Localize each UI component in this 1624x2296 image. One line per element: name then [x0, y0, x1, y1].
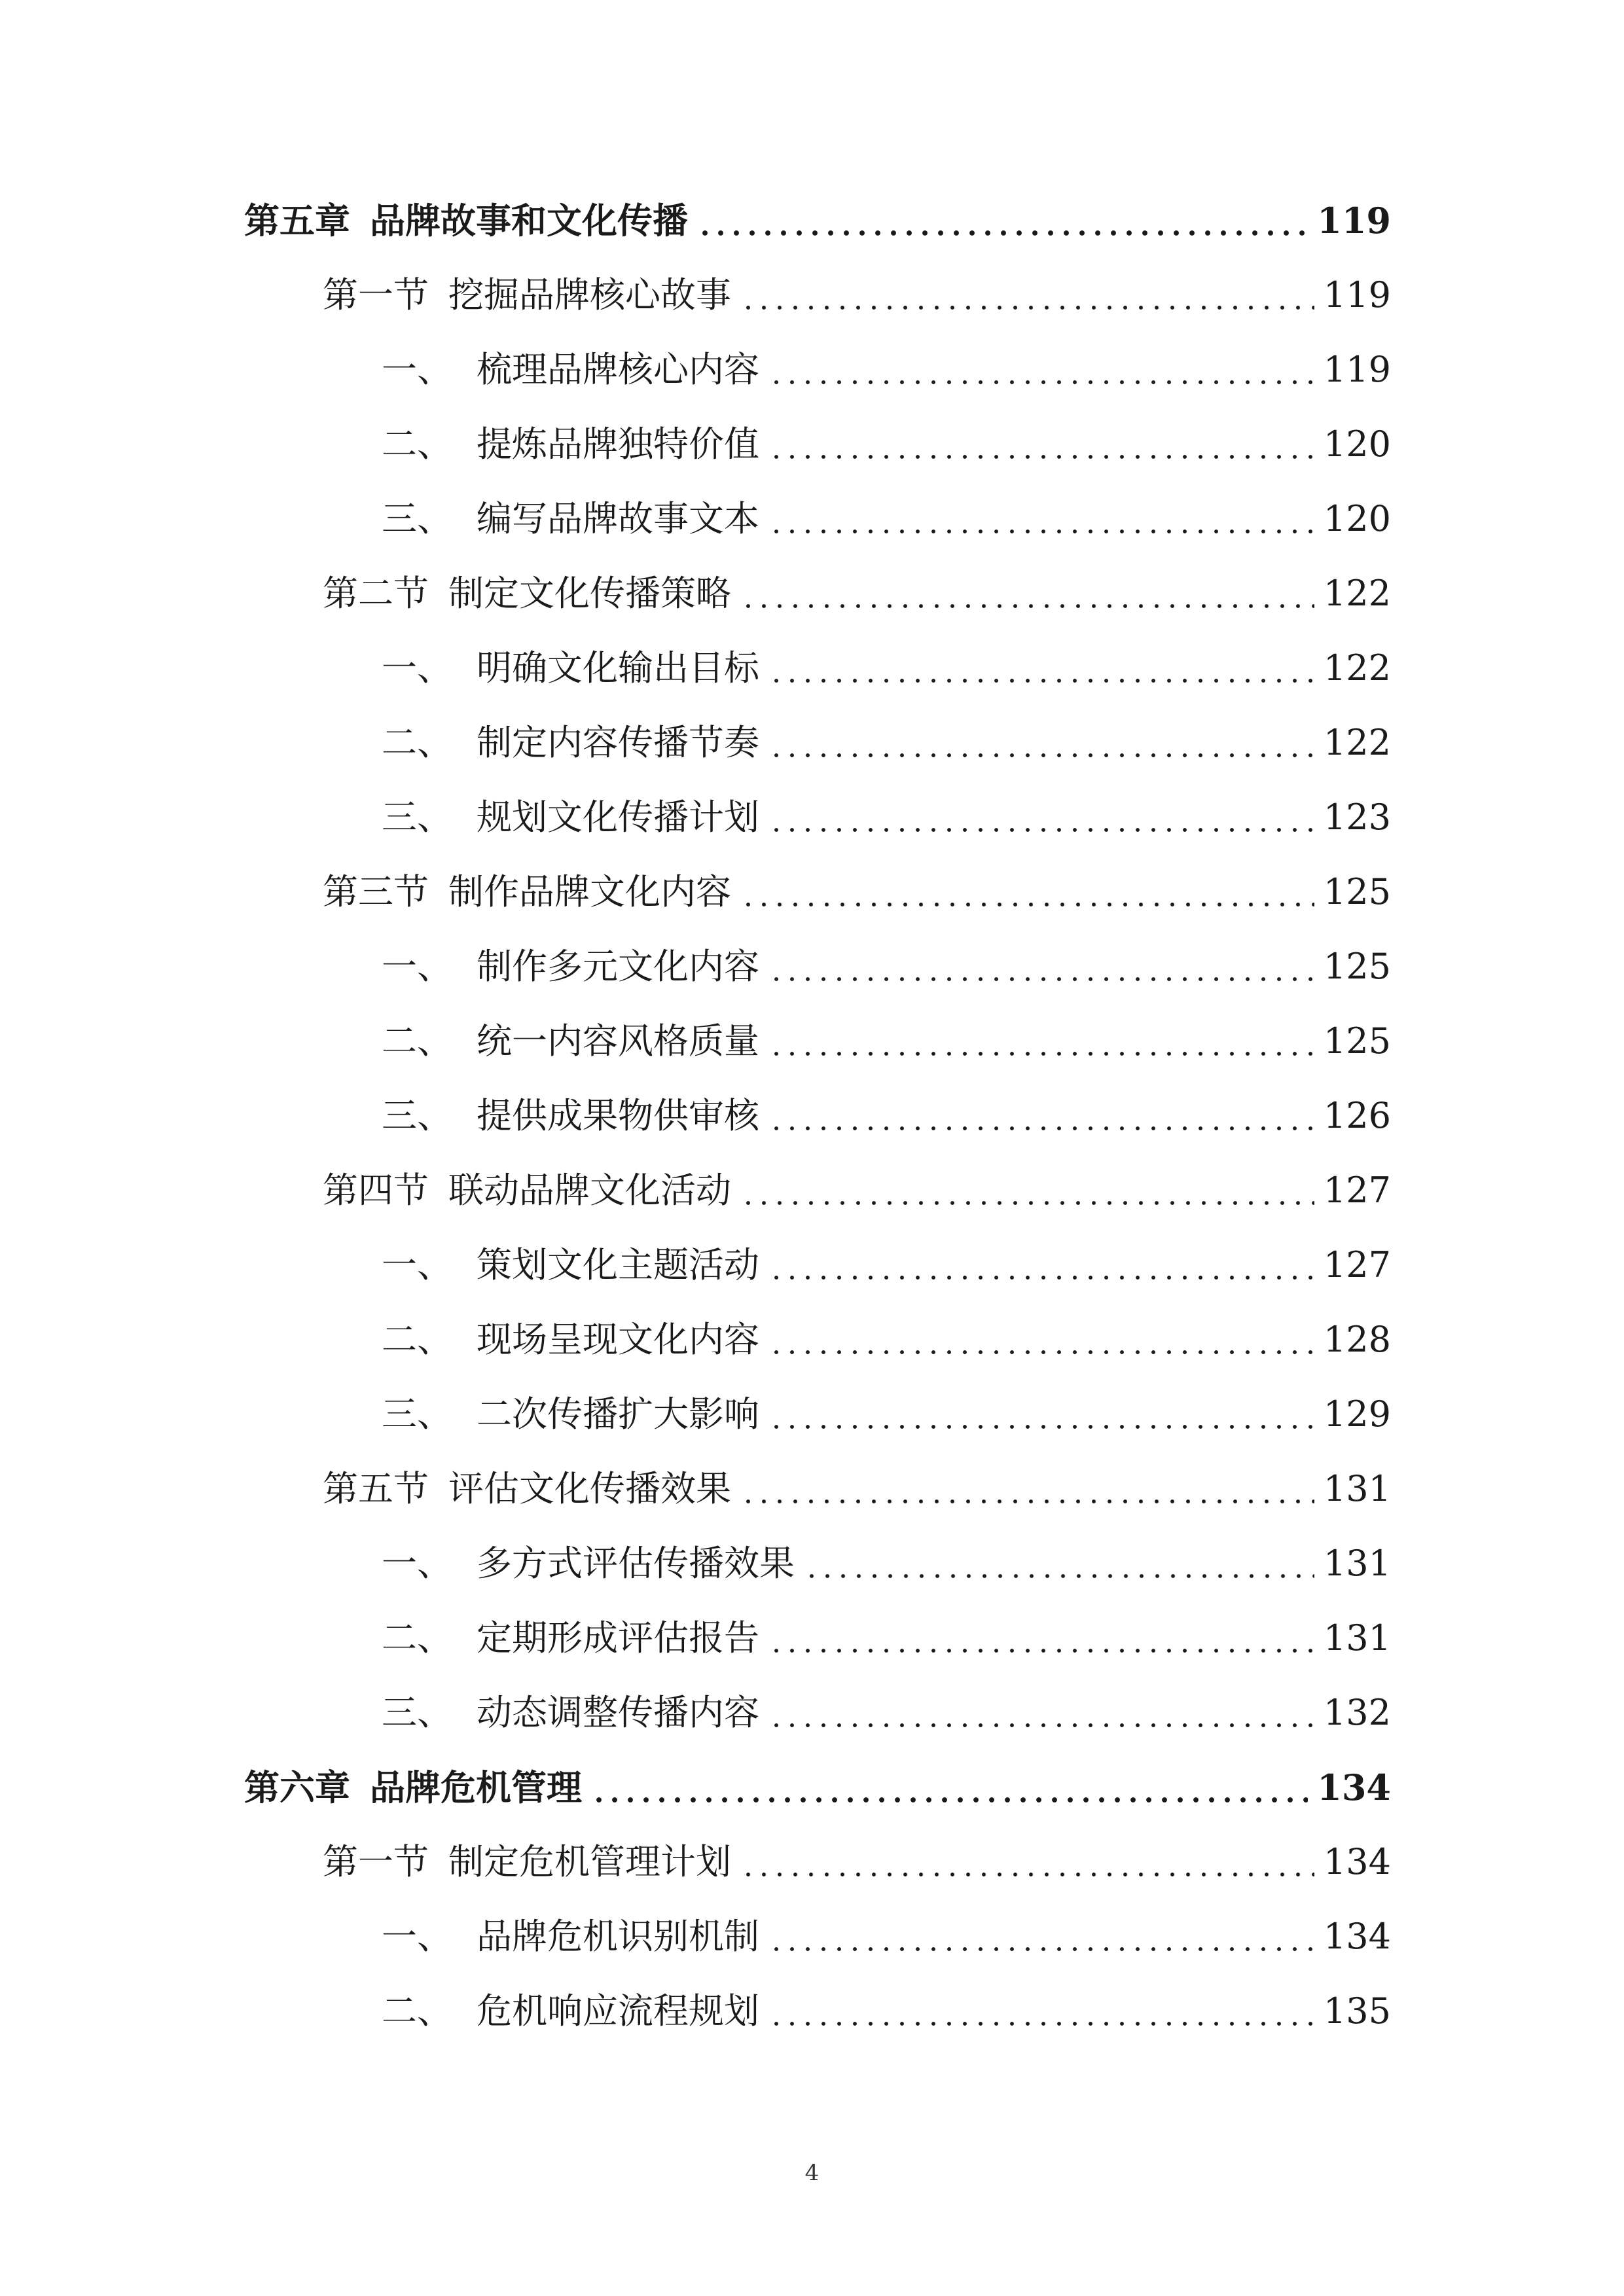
dot-leader	[768, 1994, 1314, 2029]
toc-entry-title: 制定内容传播节奏	[477, 722, 759, 763]
toc-entry-item[interactable]	[244, 1676, 1391, 1750]
toc-entry-page: 122	[1323, 573, 1391, 614]
toc-entry-title: 挖掘品牌核心故事	[448, 274, 731, 315]
toc-entry-number: 二、	[382, 423, 452, 465]
toc-entry-title: 梳理品牌核心内容	[477, 349, 759, 390]
toc-entry-number: 第四节	[323, 1170, 429, 1211]
toc-entry-title: 明确文化输出目标	[477, 647, 759, 689]
toc-entry-page: 119	[1323, 349, 1391, 390]
toc-entry-page: 132	[1323, 1692, 1391, 1733]
toc-entry-item[interactable]	[244, 332, 1391, 407]
toc-entry-page: 134	[1317, 1767, 1391, 1808]
toc-entry-page: 134	[1323, 1841, 1391, 1882]
toc-entry-section[interactable]	[244, 1452, 1391, 1526]
dot-leader	[768, 427, 1314, 462]
toc-entry-page: 120	[1323, 423, 1391, 465]
toc-entry-title: 制定文化传播策略	[448, 573, 731, 614]
table-of-contents	[244, 183, 1391, 2049]
toc-entry-title: 品牌故事和文化传播	[370, 200, 688, 242]
dot-leader	[591, 1770, 1308, 1805]
toc-entry-title: 危机响应流程规划	[477, 1990, 759, 2032]
toc-entry-title: 评估文化传播效果	[448, 1468, 731, 1509]
dot-leader	[768, 1322, 1314, 1357]
dot-leader	[740, 1844, 1314, 1880]
toc-entry-number: 一、	[382, 349, 452, 390]
dot-leader	[768, 1397, 1314, 1432]
toc-entry-section[interactable]	[244, 1825, 1391, 1899]
toc-entry-section[interactable]	[244, 1153, 1391, 1228]
toc-entry-page: 127	[1323, 1244, 1391, 1285]
toc-entry-title: 制定危机管理计划	[448, 1841, 731, 1882]
toc-entry-number: 第二节	[323, 573, 429, 614]
toc-entry-page: 134	[1323, 1916, 1391, 1957]
toc-entry-number: 第一节	[323, 1841, 429, 1882]
page-number: 4	[804, 2160, 820, 2186]
toc-entry-section[interactable]	[244, 556, 1391, 631]
toc-entry-number: 第五章	[244, 200, 350, 242]
toc-entry-number: 一、	[382, 1543, 452, 1584]
dot-leader	[768, 1621, 1314, 1656]
dot-leader	[768, 501, 1314, 537]
toc-entry-number: 第六章	[244, 1767, 350, 1808]
toc-entry-number: 二、	[382, 1319, 452, 1360]
toc-entry-item[interactable]	[244, 407, 1391, 482]
toc-entry-item[interactable]	[244, 1377, 1391, 1452]
dot-leader	[740, 1471, 1314, 1507]
toc-entry-page: 119	[1323, 274, 1391, 315]
toc-entry-item[interactable]	[244, 706, 1391, 780]
toc-entry-title: 编写品牌故事文本	[477, 498, 759, 539]
toc-entry-page: 125	[1323, 1020, 1391, 1062]
toc-entry-number: 二、	[382, 1990, 452, 2032]
dot-leader	[768, 725, 1314, 761]
toc-entry-item[interactable]	[244, 1601, 1391, 1676]
toc-entry-item[interactable]	[244, 1526, 1391, 1601]
toc-entry-number: 二、	[382, 1020, 452, 1062]
toc-entry-section[interactable]	[244, 855, 1391, 929]
toc-entry-item[interactable]	[244, 482, 1391, 556]
toc-entry-page: 131	[1323, 1617, 1391, 1659]
toc-entry-item[interactable]	[244, 1004, 1391, 1079]
toc-entry-page: 131	[1323, 1543, 1391, 1584]
dot-leader	[768, 1098, 1314, 1134]
toc-entry-title: 规划文化传播计划	[477, 797, 759, 838]
toc-entry-page: 131	[1323, 1468, 1391, 1509]
toc-entry-number: 三、	[382, 1692, 452, 1733]
toc-entry-number: 三、	[382, 498, 452, 539]
toc-entry-number: 一、	[382, 946, 452, 987]
toc-entry-item[interactable]	[244, 1228, 1391, 1302]
toc-entry-item[interactable]	[244, 1079, 1391, 1153]
toc-entry-page: 125	[1323, 871, 1391, 912]
dot-leader	[768, 800, 1314, 835]
toc-entry-number: 一、	[382, 647, 452, 689]
toc-entry-page: 128	[1323, 1319, 1391, 1360]
toc-entry-page: 120	[1323, 498, 1391, 539]
dot-leader	[768, 1695, 1314, 1731]
toc-entry-title: 提炼品牌独特价值	[477, 423, 759, 465]
toc-entry-title: 二次传播扩大影响	[477, 1393, 759, 1435]
toc-entry-item[interactable]	[244, 1302, 1391, 1377]
toc-entry-title: 品牌危机管理	[370, 1767, 582, 1808]
toc-entry-number: 一、	[382, 1244, 452, 1285]
dot-leader	[697, 203, 1308, 238]
toc-entry-page: 122	[1323, 722, 1391, 763]
toc-entry-page: 129	[1323, 1393, 1391, 1435]
toc-entry-number: 三、	[382, 1393, 452, 1435]
toc-entry-title: 多方式评估传播效果	[477, 1543, 795, 1584]
toc-entry-page: 125	[1323, 946, 1391, 987]
dot-leader	[768, 651, 1314, 686]
toc-entry-item[interactable]	[244, 631, 1391, 706]
dot-leader	[740, 278, 1314, 313]
toc-entry-page: 135	[1323, 1990, 1391, 2032]
toc-entry-item[interactable]	[244, 929, 1391, 1004]
toc-entry-title: 策划文化主题活动	[477, 1244, 759, 1285]
dot-leader	[804, 1546, 1314, 1581]
dot-leader	[740, 576, 1314, 611]
toc-entry-page: 126	[1323, 1095, 1391, 1136]
toc-entry-number: 三、	[382, 1095, 452, 1136]
toc-entry-number: 第一节	[323, 274, 429, 315]
dot-leader	[740, 1173, 1314, 1208]
toc-entry-page: 119	[1317, 200, 1391, 242]
toc-entry-item[interactable]	[244, 1899, 1391, 1974]
toc-entry-section[interactable]	[244, 258, 1391, 332]
toc-entry-page: 122	[1323, 647, 1391, 689]
toc-entry-title: 制作品牌文化内容	[448, 871, 731, 912]
toc-entry-chapter[interactable]	[244, 183, 1391, 258]
dot-leader	[740, 874, 1314, 910]
toc-entry-chapter[interactable]	[244, 1750, 1391, 1825]
toc-entry-title: 定期形成评估报告	[477, 1617, 759, 1659]
toc-entry-title: 动态调整传播内容	[477, 1692, 759, 1733]
dot-leader	[768, 352, 1314, 387]
toc-entry-item[interactable]	[244, 780, 1391, 855]
toc-entry-number: 第五节	[323, 1468, 429, 1509]
dot-leader	[768, 1247, 1314, 1283]
toc-entry-number: 第三节	[323, 871, 429, 912]
toc-entry-title: 制作多元文化内容	[477, 946, 759, 987]
toc-entry-number: 二、	[382, 722, 452, 763]
toc-entry-title: 统一内容风格质量	[477, 1020, 759, 1062]
toc-entry-page: 127	[1323, 1170, 1391, 1211]
toc-entry-item[interactable]	[244, 1974, 1391, 2049]
toc-entry-title: 提供成果物供审核	[477, 1095, 759, 1136]
toc-entry-page: 123	[1323, 797, 1391, 838]
dot-leader	[768, 1919, 1314, 1954]
toc-entry-number: 三、	[382, 797, 452, 838]
toc-entry-title: 现场呈现文化内容	[477, 1319, 759, 1360]
toc-entry-number: 一、	[382, 1916, 452, 1957]
dot-leader	[768, 1024, 1314, 1059]
toc-entry-number: 二、	[382, 1617, 452, 1659]
toc-entry-title: 联动品牌文化活动	[448, 1170, 731, 1211]
toc-entry-title: 品牌危机识别机制	[477, 1916, 759, 1957]
dot-leader	[768, 949, 1314, 984]
